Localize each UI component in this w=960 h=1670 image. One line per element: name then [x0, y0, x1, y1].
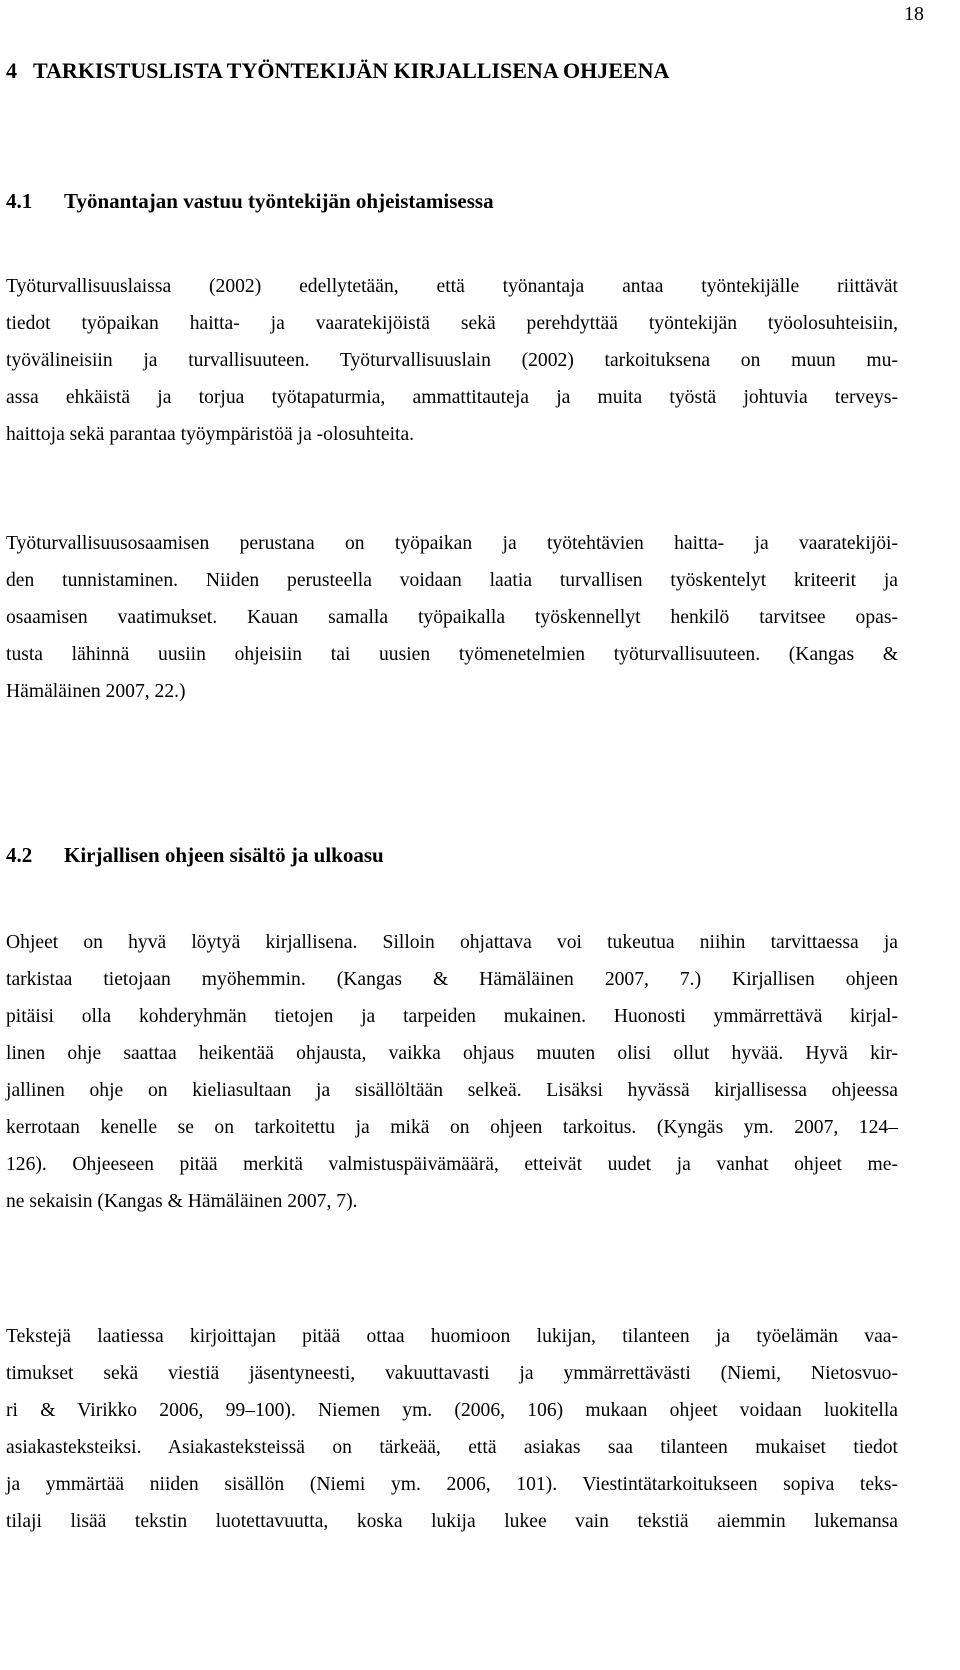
text-line: ri & Virikko 2006, 99–100). Niemen ym. (2006, 106) mukaan ohjeet voidaan luokitella: [6, 1400, 898, 1421]
text-line: Työturvallisuuslaissa (2002) edellytetään, että työnantaja antaa työntekijälle riittävät: [6, 276, 898, 297]
body-paragraph: [6, 1318, 898, 1540]
text-line: Tekstejä laatiessa kirjoittajan pitää ottaa huomioon lukijan, tilanteen ja työelämän vaa-: [6, 1326, 898, 1347]
text-line: linen ohje saattaa heikentää ohjausta, vaikka ohjaus muuten olisi ollut hyvää. Hyvä kir-: [6, 1043, 898, 1064]
text-line: Työturvallisuusosaamisen perustana on työpaikan ja työtehtävien haitta- ja vaaratekijöi-: [6, 533, 898, 554]
body-paragraph: [6, 268, 898, 453]
chapter-heading: [6, 56, 669, 86]
text-line: timukset sekä viestiä jäsentyneesti, vakuuttavasti ja ymmärrettävästi (Niemi, Nietosvuo-: [6, 1363, 898, 1384]
text-line: tilaji lisää tekstin luotettavuutta, koska lukija lukee vain tekstiä aiemmin lukemansa: [6, 1511, 898, 1532]
chapter-title: TARKISTUSLISTA TYÖNTEKIJÄN KIRJALLISENA OHJEENA: [33, 58, 670, 83]
section-number: 4.2: [6, 843, 33, 867]
text-line: asiakasteksteiksi. Asiakasteksteissä on tärkeää, että asiakas saa tilanteen mukaiset tiedot: [6, 1437, 898, 1458]
body-paragraph: [6, 924, 898, 1220]
text-line: den tunnistaminen. Niiden perusteella voidaan laatia turvallisen työskentelyt kriteerit ja: [6, 570, 898, 591]
text-line: jallinen ohje on kieliasultaan ja sisällöltään selkeä. Lisäksi hyvässä kirjallisessa ohjeessa: [6, 1080, 898, 1101]
page-number: 18: [904, 3, 924, 25]
text-line: työvälineisiin ja turvallisuuteen. Työturvallisuuslain (2002) tarkoituksena on muun mu-: [6, 350, 898, 371]
text-line: kerrotaan kenelle se on tarkoitettu ja mikä on ohjeen tarkoitus. (Kyngäs ym. 2007, 124–: [6, 1117, 898, 1138]
chapter-number: 4: [6, 58, 17, 83]
text-line: assa ehkäistä ja torjua työtapaturmia, ammattitauteja ja muita työstä johtuvia terveys-: [6, 387, 898, 408]
text-line: haittoja sekä parantaa työympäristöä ja -olosuhteita.: [6, 424, 415, 445]
text-line: Hämäläinen 2007, 22.): [6, 681, 186, 702]
section-title: Työnantajan vastuu työntekijän ohjeistamisessa: [64, 189, 494, 213]
text-line: tiedot työpaikan haitta- ja vaaratekijöistä sekä perehdyttää työntekijän työolosuhteisiin,: [6, 313, 898, 334]
text-line: 126). Ohjeeseen pitää merkitä valmistuspäivämäärä, etteivät uudet ja vanhat ohjeet me-: [6, 1154, 898, 1175]
section-heading: [6, 186, 494, 216]
text-line: tusta lähinnä uusiin ohjeisiin tai uusien työmenetelmien työturvallisuuteen. (Kangas &: [6, 644, 898, 665]
section-number: 4.1: [6, 189, 33, 213]
section-title: Kirjallisen ohjeen sisältö ja ulkoasu: [64, 843, 384, 867]
text-line: osaamisen vaatimukset. Kauan samalla työpaikalla työskennellyt henkilö tarvitsee opas-: [6, 607, 898, 628]
text-line: ja ymmärtää niiden sisällön (Niemi ym. 2006, 101). Viestintätarkoitukseen sopiva teks-: [6, 1474, 898, 1495]
text-line: ne sekaisin (Kangas & Hämäläinen 2007, 7).: [6, 1191, 358, 1212]
text-line: tarkistaa tietojaan myöhemmin. (Kangas & Hämäläinen 2007, 7.) Kirjallisen ohjeen: [6, 969, 898, 990]
body-paragraph: [6, 525, 898, 710]
text-line: Ohjeet on hyvä löytyä kirjallisena. Silloin ohjattava voi tukeutua niihin tarvittaessa ja: [6, 932, 898, 953]
section-heading: [6, 840, 384, 870]
text-line: pitäisi olla kohderyhmän tietojen ja tarpeiden mukainen. Huonosti ymmärrettävä kirjal-: [6, 1006, 898, 1027]
